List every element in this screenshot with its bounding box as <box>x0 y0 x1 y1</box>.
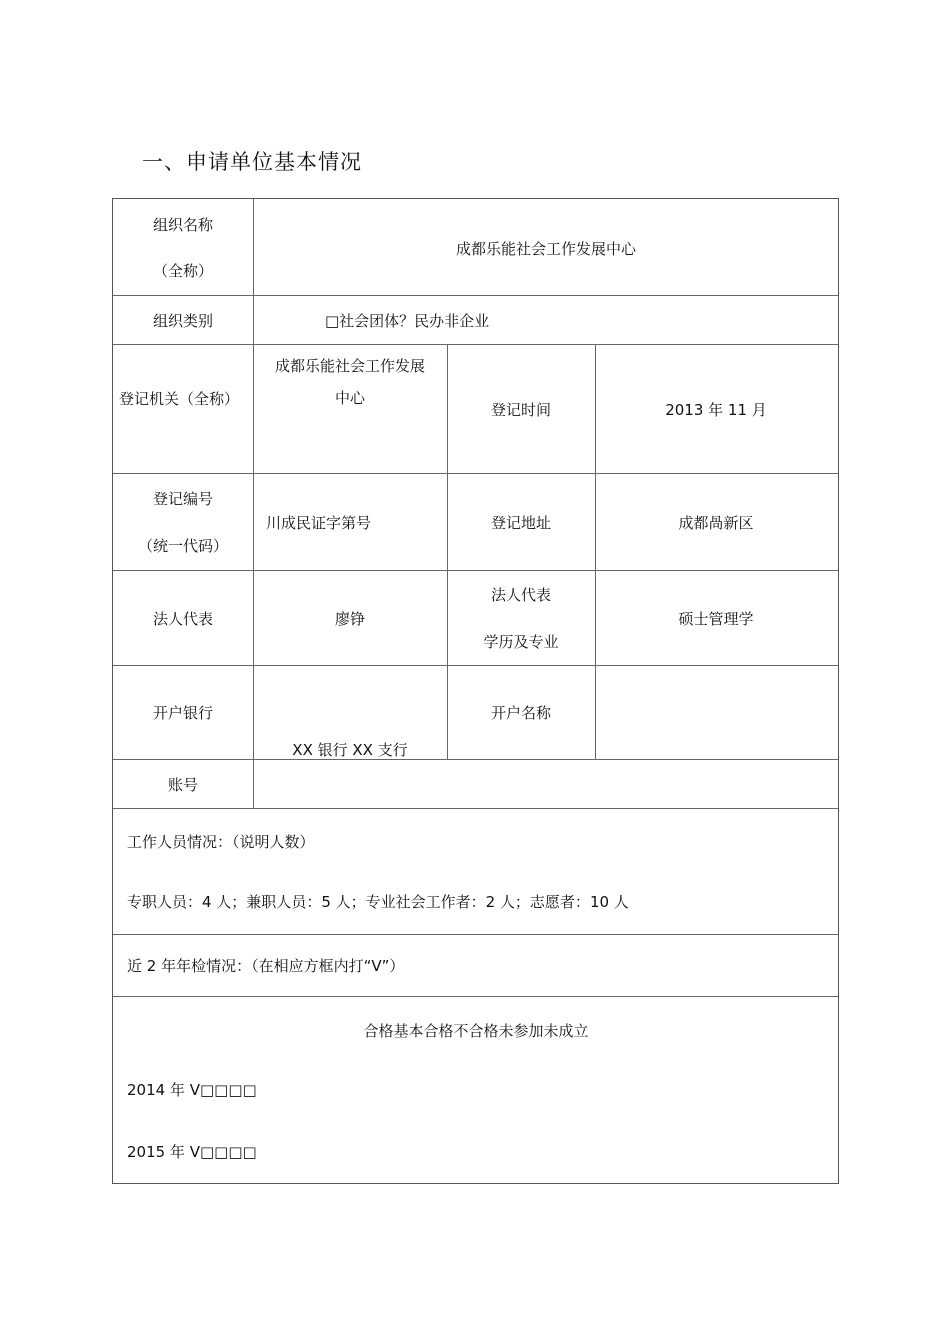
org-type-value: □社会团体？民办非企业 <box>325 312 490 330</box>
row-divider <box>113 473 838 474</box>
row-divider <box>113 344 838 345</box>
legal-rep-edu-label-sub: 学历及专业 <box>483 633 559 651</box>
registration-time-value: 2013 年 11 月 <box>665 401 767 419</box>
registration-address-label: 登记地址 <box>490 514 552 532</box>
column-divider <box>447 344 448 759</box>
legal-rep-edu-label: 法人代表 <box>490 586 552 604</box>
registration-authority-value: 成都乐能社会工作发展 <box>274 357 426 375</box>
registration-number-label-sub: （统一代码） <box>137 537 229 555</box>
row-divider <box>113 570 838 571</box>
org-name-value: 成都乐能社会工作发展中心 <box>455 240 637 258</box>
staff-heading: 工作人员情况：（说明人数） <box>127 833 315 851</box>
inspection-row-2014: 2014 年 V□□□□ <box>127 1081 257 1099</box>
row-divider <box>113 808 838 809</box>
legal-rep-label: 法人代表 <box>152 610 214 628</box>
account-name-label: 开户名称 <box>490 704 552 722</box>
staff-detail: 专职人员：4 人；兼职人员：5 人；专业社会工作者：2 人；志愿者：10 人 <box>127 893 629 911</box>
inspection-columns: 合格基本合格不合格未参加未成立 <box>363 1022 589 1040</box>
org-type-label: 组织类别 <box>152 312 214 330</box>
column-divider <box>595 344 596 759</box>
section-title: 一、申请单位基本情况 <box>142 150 362 174</box>
bank-value: XX 银行 XX 支行 <box>292 741 408 759</box>
basic-info-table <box>112 198 839 1184</box>
bank-label: 开户银行 <box>152 704 214 722</box>
legal-rep-value: 廖铮 <box>334 610 366 628</box>
row-divider <box>113 665 838 666</box>
registration-authority-label: 登记机关（全称） <box>119 390 240 408</box>
inspection-heading: 近 2 年年检情况：（在相应方框内打“V”） <box>127 957 405 975</box>
registration-number-value: 川成民证字第号 <box>266 514 372 532</box>
row-divider <box>113 934 838 935</box>
registration-authority-value-line2: 中心 <box>334 389 366 407</box>
org-name-label: 组织名称 <box>152 216 214 234</box>
row-divider <box>113 295 838 296</box>
row-divider <box>113 759 838 760</box>
org-name-label-sub: （全称） <box>152 262 214 280</box>
row-divider <box>113 996 838 997</box>
column-divider <box>253 199 254 808</box>
registration-address-value: 成都咼新区 <box>678 514 754 532</box>
account-label: 账号 <box>167 776 199 794</box>
inspection-row-2015: 2015 年 V□□□□ <box>127 1143 257 1161</box>
registration-number-label: 登记编号 <box>152 490 214 508</box>
legal-rep-edu-value: 硕士管理学 <box>678 610 754 628</box>
registration-time-label: 登记时间 <box>490 401 552 419</box>
